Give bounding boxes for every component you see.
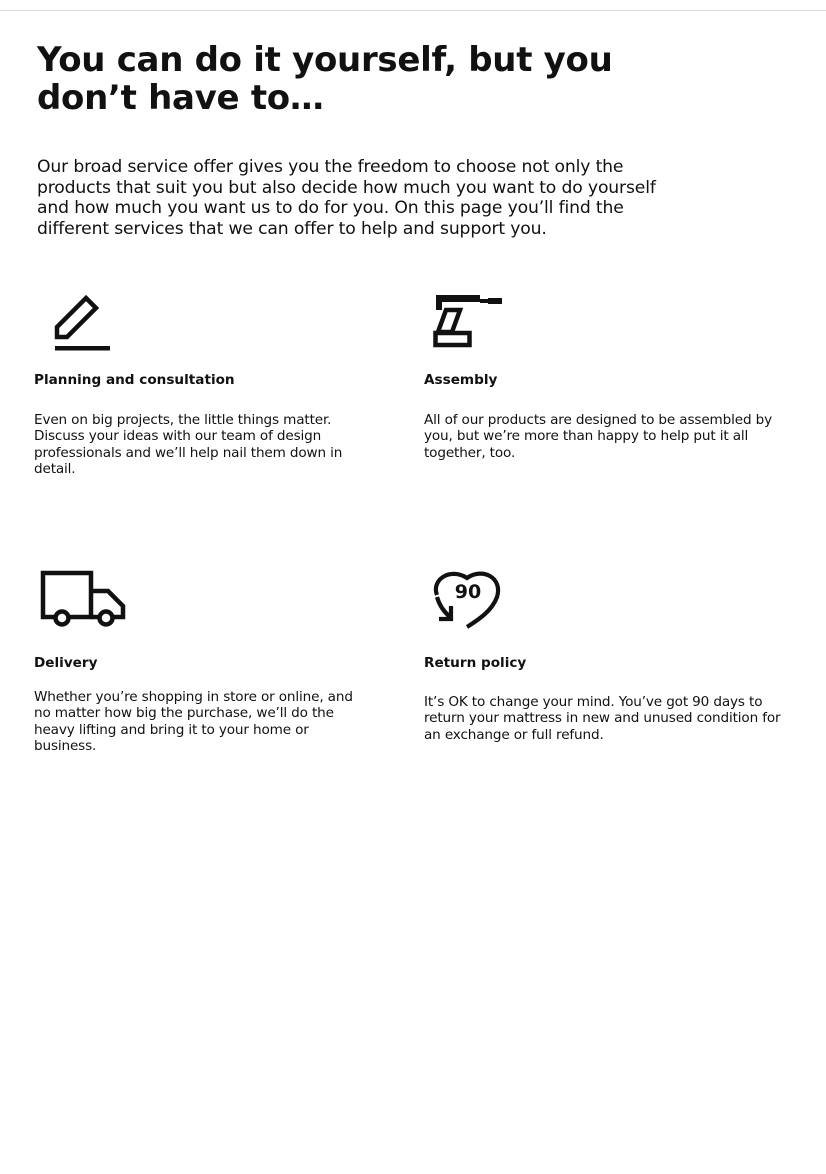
drill-icon	[432, 290, 514, 352]
service-title: Delivery	[34, 655, 98, 671]
service-return-policy	[424, 568, 794, 768]
page-title: You can do it yourself, but you don’t have to…	[37, 40, 613, 118]
service-description: All of our products are designed to be assembled by you, but we’re more than happy to help put it all together, too.	[424, 412, 772, 461]
service-description: Whether you’re shopping in store or online, and no matter how big the purchase, we’ll do the heavy lifting and bring it to your home or business.	[34, 689, 353, 754]
service-title: Return policy	[424, 655, 527, 671]
service-description: It’s OK to change your mind. You’ve got 90 days to return your mattress in new and unused condition for an exchange or full refund.	[424, 694, 781, 743]
service-planning	[34, 290, 404, 490]
service-title: Assembly	[424, 372, 498, 388]
service-description: Even on big projects, the little things matter. Discuss your ideas with our team of design professionals and we’ll help nail them down in detail.	[34, 412, 343, 477]
truck-icon	[38, 568, 130, 630]
intro-paragraph: Our broad service offer gives you the freedom to choose not only the products that suit you but also decide how much you want to do yourself and how much you want us to do for you. On this page you’ll find the different services that we can offer to help and support you.	[37, 157, 656, 239]
service-delivery	[34, 568, 404, 768]
return-days-label: 90	[454, 581, 482, 603]
heart-return-icon	[430, 568, 510, 632]
top-divider	[0, 10, 826, 11]
pencil-icon	[52, 293, 112, 353]
service-assembly	[424, 290, 794, 490]
service-title: Planning and consultation	[34, 372, 235, 388]
